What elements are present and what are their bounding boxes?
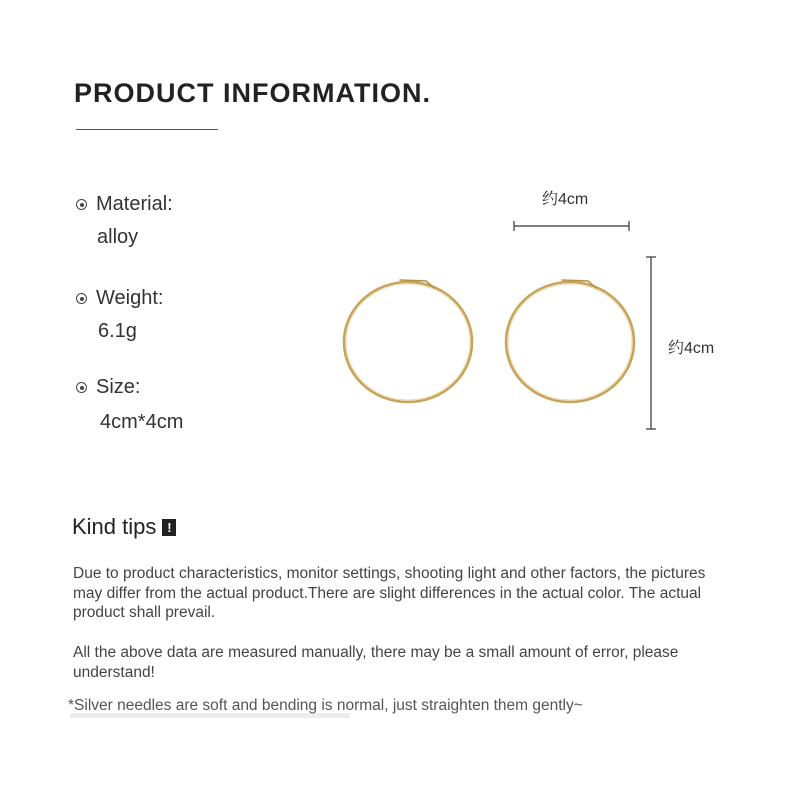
spec-value: alloy [97, 226, 139, 248]
spec-label: Size: [96, 376, 141, 398]
silver-needle-note: *Silver needles are soft and bending is normal, just straighten them gently~ [68, 697, 583, 714]
height-dimension-label: 约4cm [668, 340, 715, 357]
bullet-icon [76, 293, 87, 304]
spec-size [76, 376, 183, 434]
tips-paragraph-2: All the above data are measured manually, there may be a small amount of error, please understand! [73, 644, 679, 681]
bullet-icon [76, 199, 87, 210]
kind-tips-heading [72, 514, 176, 540]
dimension-lines [514, 221, 656, 429]
hoop-earring-2 [506, 282, 634, 402]
hoop-highlight [346, 284, 470, 400]
product-image [330, 180, 750, 440]
spec-label: Weight: [96, 287, 164, 309]
spec-weight [76, 287, 163, 343]
hoop-earrings-illustration [330, 180, 750, 440]
page-title: PRODUCT INFORMATION. [74, 78, 431, 108]
spec-label: Material: [96, 193, 173, 215]
spec-material [76, 193, 173, 249]
width-dimension-label: 约4cm [542, 191, 589, 208]
tips-paragraph-1: Due to product characteristics, monitor settings, shooting light and other factors, the pictures may differ from the actual product.There are slight differences in the actual color. The actual product shall prevail. [73, 565, 706, 621]
bullet-icon [76, 382, 87, 393]
exclamation-box-icon: ! [162, 519, 176, 536]
title-underline [76, 129, 218, 130]
hoop-earring-1 [344, 282, 472, 402]
kind-tips-title: Kind tips [72, 514, 157, 539]
spec-value: 6.1g [98, 320, 137, 342]
hoop-highlight [508, 284, 632, 400]
spec-value: 4cm*4cm [100, 411, 184, 433]
